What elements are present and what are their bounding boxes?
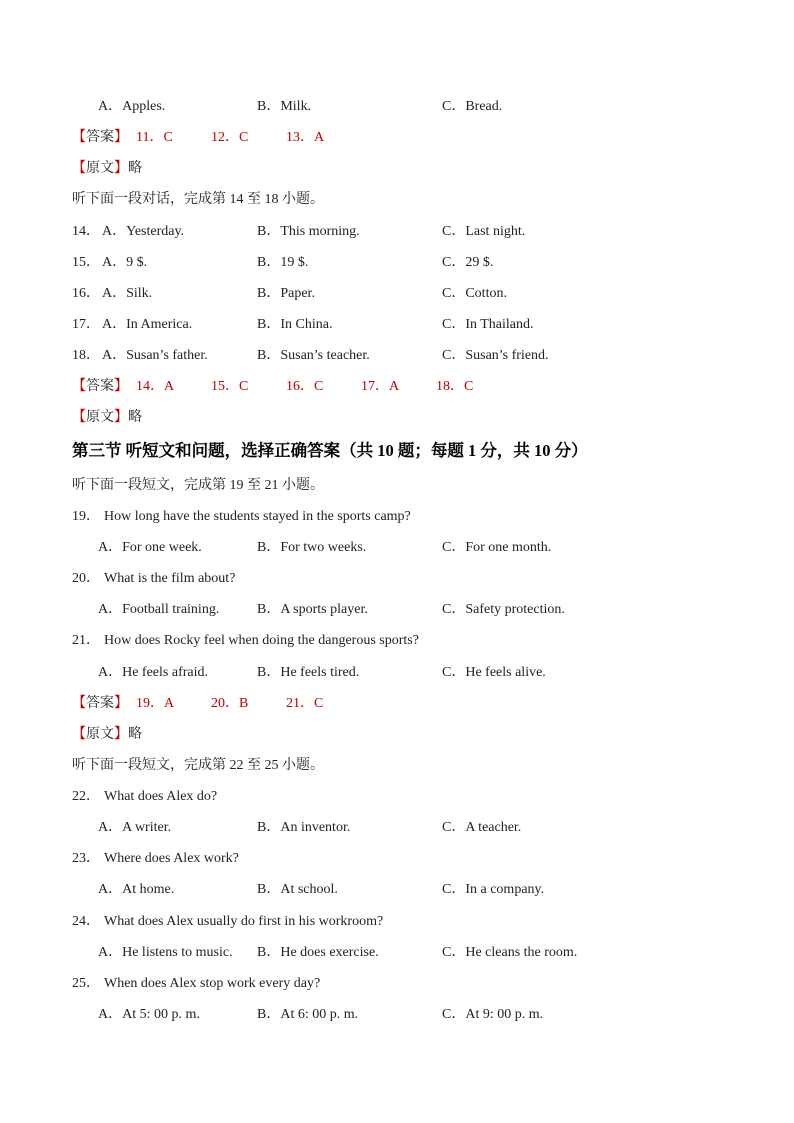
answer-item: 11．C — [136, 130, 173, 145]
answer-label: 【答案】 — [72, 379, 128, 394]
answer-item: 13．A — [286, 130, 325, 145]
question-stem — [0, 849, 794, 869]
option-c: C．Safety protection. — [442, 602, 565, 617]
option-b: B．Paper. — [257, 286, 315, 301]
question-options — [0, 1005, 794, 1025]
question-number: 20． — [72, 571, 100, 586]
answer-item: 14．A — [136, 379, 175, 394]
instruction — [0, 756, 794, 776]
option-c: C．Cotton. — [442, 286, 507, 301]
option-a: A．Apples. — [98, 99, 166, 114]
option-b: B．For two weeks. — [257, 540, 367, 555]
section-heading — [0, 440, 794, 462]
answer-item: 17．A — [361, 379, 400, 394]
question-options — [0, 600, 794, 620]
instruction — [0, 190, 794, 210]
option-b: B．This morning. — [257, 224, 360, 239]
option-b: B．Susan’s teacher. — [257, 348, 370, 363]
question-number: 14． — [72, 224, 100, 239]
question-stem — [0, 569, 794, 589]
transcript-line — [0, 159, 794, 179]
answer-item: 18．C — [436, 379, 474, 394]
instruction-text: 听下面一段短文，完成第 19 至 21 小题。 — [72, 478, 324, 493]
answer-item: 19．A — [136, 696, 175, 711]
transcript-line — [0, 408, 794, 428]
option-c: C．For one month. — [442, 540, 552, 555]
question-number: 25． — [72, 976, 100, 991]
option-b: B．19 $. — [257, 255, 309, 270]
question-stem — [0, 631, 794, 651]
instruction-text: 听下面一段对话，完成第 14 至 18 小题。 — [72, 192, 324, 207]
option-c: C．At 9: 00 p. m. — [442, 1007, 544, 1022]
question-number: 16． — [72, 286, 100, 301]
question-number: 24． — [72, 914, 100, 929]
instruction-text: 听下面一段短文，完成第 22 至 25 小题。 — [72, 758, 324, 773]
question-row — [0, 284, 794, 304]
transcript-line — [0, 725, 794, 745]
answer-label: 【答案】 — [72, 130, 128, 145]
answer-label: 【答案】 — [72, 696, 128, 711]
option-b: B．A sports player. — [257, 602, 368, 617]
question-stem — [0, 507, 794, 527]
option-a: A．9 $. — [102, 255, 148, 270]
option-b: B．He does exercise. — [257, 945, 379, 960]
option-b: B．He feels tired. — [257, 665, 360, 680]
option-c: C．Last night. — [442, 224, 526, 239]
option-b: B．An inventor. — [257, 820, 351, 835]
option-b: B．Milk. — [257, 99, 312, 114]
question-text: When does Alex stop work every day? — [104, 976, 321, 991]
instruction — [0, 476, 794, 496]
question-options — [0, 538, 794, 558]
question-text: How long have the students stayed in the sports camp? — [104, 509, 411, 524]
option-a: A．For one week. — [98, 540, 202, 555]
answer-line — [0, 128, 794, 148]
option-a: A．He feels afraid. — [98, 665, 209, 680]
option-c: C．In Thailand. — [442, 317, 534, 332]
answer-item: 20．B — [211, 696, 249, 711]
question-13-options — [0, 97, 794, 117]
option-a: A．Football training. — [98, 602, 220, 617]
question-number: 15． — [72, 255, 100, 270]
option-c: C．Susan’s friend. — [442, 348, 549, 363]
option-b: B．At 6: 00 p. m. — [257, 1007, 359, 1022]
question-options — [0, 818, 794, 838]
section-title: 第三节 听短文和问题，选择正确答案（共 10 题；每题 1 分，共 10 分） — [72, 441, 588, 460]
option-a: A．Susan’s father. — [102, 348, 208, 363]
option-c: C．He feels alive. — [442, 665, 546, 680]
transcript-label: 【原文】略 — [72, 410, 142, 425]
option-a: A．A writer. — [98, 820, 172, 835]
answer-item: 21．C — [286, 696, 324, 711]
question-number: 23． — [72, 851, 100, 866]
option-a: A．He listens to music. — [98, 945, 233, 960]
option-c: C．29 $. — [442, 255, 494, 270]
question-text: What does Alex usually do first in his workroom? — [104, 914, 384, 929]
answer-item: 12．C — [211, 130, 249, 145]
option-a: A．At home. — [98, 882, 175, 897]
question-number: 19． — [72, 509, 100, 524]
question-stem — [0, 912, 794, 932]
option-a: A．At 5: 00 p. m. — [98, 1007, 200, 1022]
transcript-label: 【原文】略 — [72, 161, 142, 176]
question-text: What does Alex do? — [104, 789, 218, 804]
option-a: A．Silk. — [102, 286, 153, 301]
question-number: 21． — [72, 633, 100, 648]
option-a: A．Yesterday. — [102, 224, 185, 239]
question-row — [0, 253, 794, 273]
question-number: 22． — [72, 789, 100, 804]
transcript-label: 【原文】略 — [72, 727, 142, 742]
question-row — [0, 222, 794, 242]
question-number: 18． — [72, 348, 100, 363]
option-a: A．In America. — [102, 317, 193, 332]
question-row — [0, 315, 794, 335]
question-options — [0, 663, 794, 683]
answer-line — [0, 377, 794, 397]
option-b: B．In China. — [257, 317, 333, 332]
question-text: What is the film about? — [104, 571, 236, 586]
answer-item: 16．C — [286, 379, 324, 394]
question-options — [0, 880, 794, 900]
answer-line — [0, 694, 794, 714]
answer-item: 15．C — [211, 379, 249, 394]
option-c: C．Bread. — [442, 99, 503, 114]
option-c: C．A teacher. — [442, 820, 522, 835]
question-text: How does Rocky feel when doing the dangerous sports? — [104, 633, 419, 648]
option-c: C．In a company. — [442, 882, 545, 897]
option-b: B．At school. — [257, 882, 338, 897]
question-text: Where does Alex work? — [104, 851, 239, 866]
question-number: 17． — [72, 317, 100, 332]
question-stem — [0, 974, 794, 994]
option-c: C．He cleans the room. — [442, 945, 578, 960]
question-stem — [0, 787, 794, 807]
question-options — [0, 943, 794, 963]
question-row — [0, 346, 794, 366]
